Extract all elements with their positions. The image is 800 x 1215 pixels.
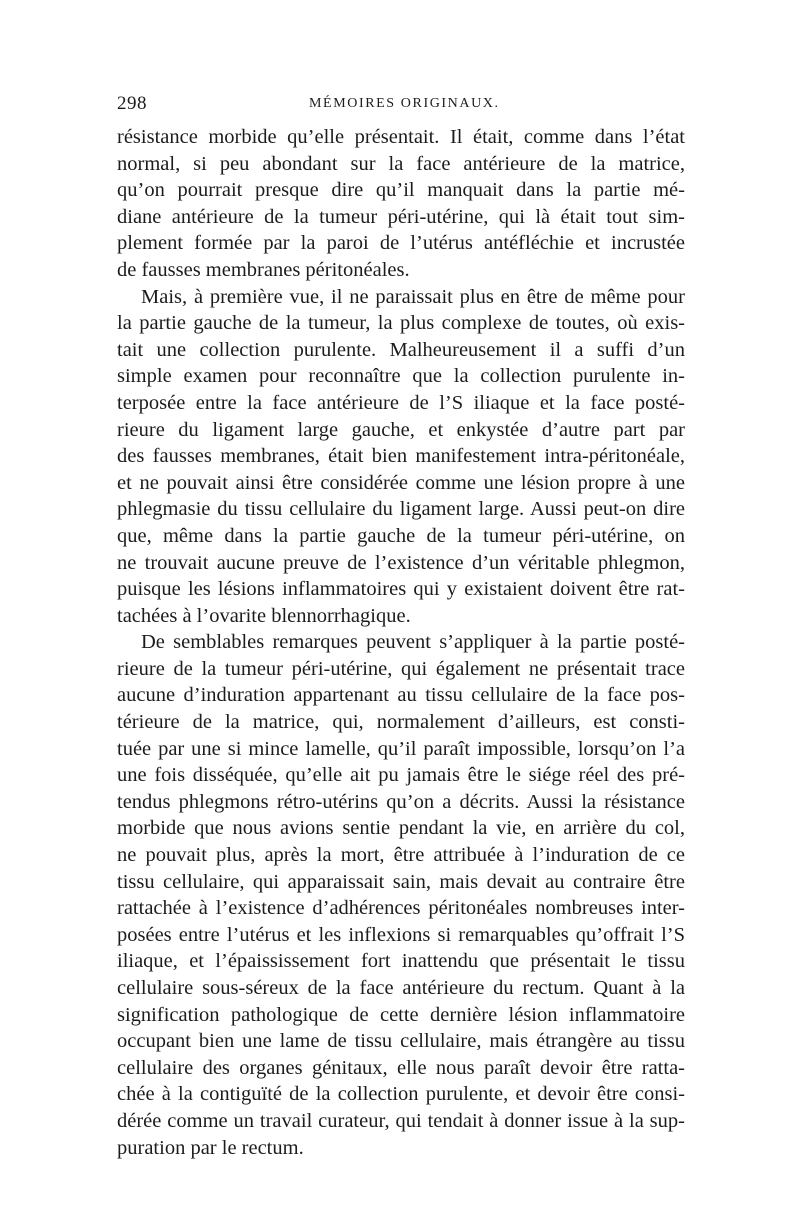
- text-line: diane antérieure de la tumeur péri-utérine, qui là était tout sim-: [117, 205, 685, 228]
- text-line: morbide que nous avions sentie pendant la vie, en arrière du col,: [117, 817, 685, 840]
- text-line: tissu cellulaire, qui apparaissait sain, mais devait au contraire être: [117, 870, 685, 893]
- text-line: cellulaire des organes génitaux, elle nous paraît devoir être ratta-: [117, 1056, 685, 1079]
- text-line: tuée par une si mince lamelle, qu’il paraît impossible, lorsqu’on l’a: [117, 737, 685, 760]
- text-line: posées entre l’utérus et les inflexions si remarquables qu’offrait l’S: [117, 923, 685, 946]
- text-line: De semblables remarques peuvent s’appliquer à la partie posté-: [141, 631, 685, 654]
- text-line: dérée comme un travail curateur, qui tendait à donner issue à la sup-: [117, 1109, 685, 1132]
- text-line: phlegmasie du tissu cellulaire du ligament large. Aussi peut-on dire: [117, 498, 685, 521]
- text-line: aucune d’induration appartenant au tissu cellulaire de la face pos-: [117, 684, 685, 707]
- text-line: ne trouvait aucune preuve de l’existence d’un véritable phlegmon,: [117, 551, 685, 574]
- text-line: normal, si peu abondant sur la face antérieure de la matrice,: [117, 152, 685, 175]
- body-text: [117, 124, 685, 1161]
- text-line: tait une collection purulente. Malheureusement il a suffi d’un: [117, 338, 685, 361]
- text-line: simple examen pour reconnaître que la collection purulente in-: [117, 365, 685, 388]
- text-line: une fois disséquée, qu’elle ait pu jamais être le siége réel des pré-: [117, 764, 685, 787]
- text-line: térieure de la matrice, qui, normalement d’ailleurs, est consti-: [117, 711, 685, 734]
- text-line: rieure du ligament large gauche, et enkystée d’autre part par: [117, 418, 685, 441]
- text-line: occupant bien une lame de tissu cellulaire, mais étrangère au tissu: [117, 1030, 685, 1053]
- text-line: résistance morbide qu’elle présentait. Il était, comme dans l’état: [117, 126, 685, 148]
- text-line: plement formée par la paroi de l’utérus antéfléchie et incrustée: [117, 232, 685, 255]
- text-line: rattachée à l’existence d’adhérences péritonéales nombreuses inter-: [117, 897, 685, 920]
- page-number: 298: [117, 93, 147, 114]
- text-line: la partie gauche de la tumeur, la plus complexe de toutes, où exis-: [117, 312, 685, 335]
- text-line: tachées à l’ovarite blennorrhagique.: [117, 604, 411, 627]
- paragraph-2: [117, 284, 685, 630]
- text-line: des fausses membranes, était bien manifestement intra-péritonéale,: [117, 445, 685, 468]
- text-line: que, même dans la partie gauche de la tumeur péri-utérine, on: [117, 524, 685, 547]
- text-line: cellulaire sous-séreux de la face antérieure du rectum. Quant à la: [117, 977, 685, 999]
- running-header: [117, 93, 685, 123]
- text-line: Mais, à première vue, il ne paraissait plus en être de même pour: [141, 285, 685, 308]
- paragraph-3: [117, 629, 685, 1161]
- text-line: tendus phlegmons rétro-utérins qu’on a décrits. Aussi la résistance: [117, 790, 685, 813]
- running-title: MÉMOIRES ORIGINAUX.: [309, 96, 500, 111]
- text-line: puration par le rectum.: [117, 1136, 304, 1159]
- text-line: puisque les lésions inflammatoires qui y existaient doivent être rat-: [117, 578, 685, 601]
- text-line: de fausses membranes péritonéales.: [117, 258, 410, 281]
- text-line: qu’on pourrait presque dire qu’il manquait dans la partie mé-: [117, 179, 685, 202]
- text-line: ne pouvait plus, après la mort, être attribuée à l’induration de ce: [117, 844, 685, 867]
- text-line: signification pathologique de cette dernière lésion inflammatoire: [117, 1003, 685, 1026]
- text-line: iliaque, et l’épaississement fort inattendu que présentait le tissu: [117, 950, 685, 973]
- text-line: chée à la contiguïté de la collection purulente, et devoir être consi-: [117, 1083, 685, 1106]
- text-line: rieure de la tumeur péri-utérine, qui également ne présentait trace: [117, 657, 685, 680]
- text-line: et ne pouvait ainsi être considérée comme une lésion propre à une: [117, 471, 685, 494]
- paragraph-1: [117, 124, 685, 284]
- text-line: terposée entre la face antérieure de l’S iliaque et la face posté-: [117, 391, 685, 414]
